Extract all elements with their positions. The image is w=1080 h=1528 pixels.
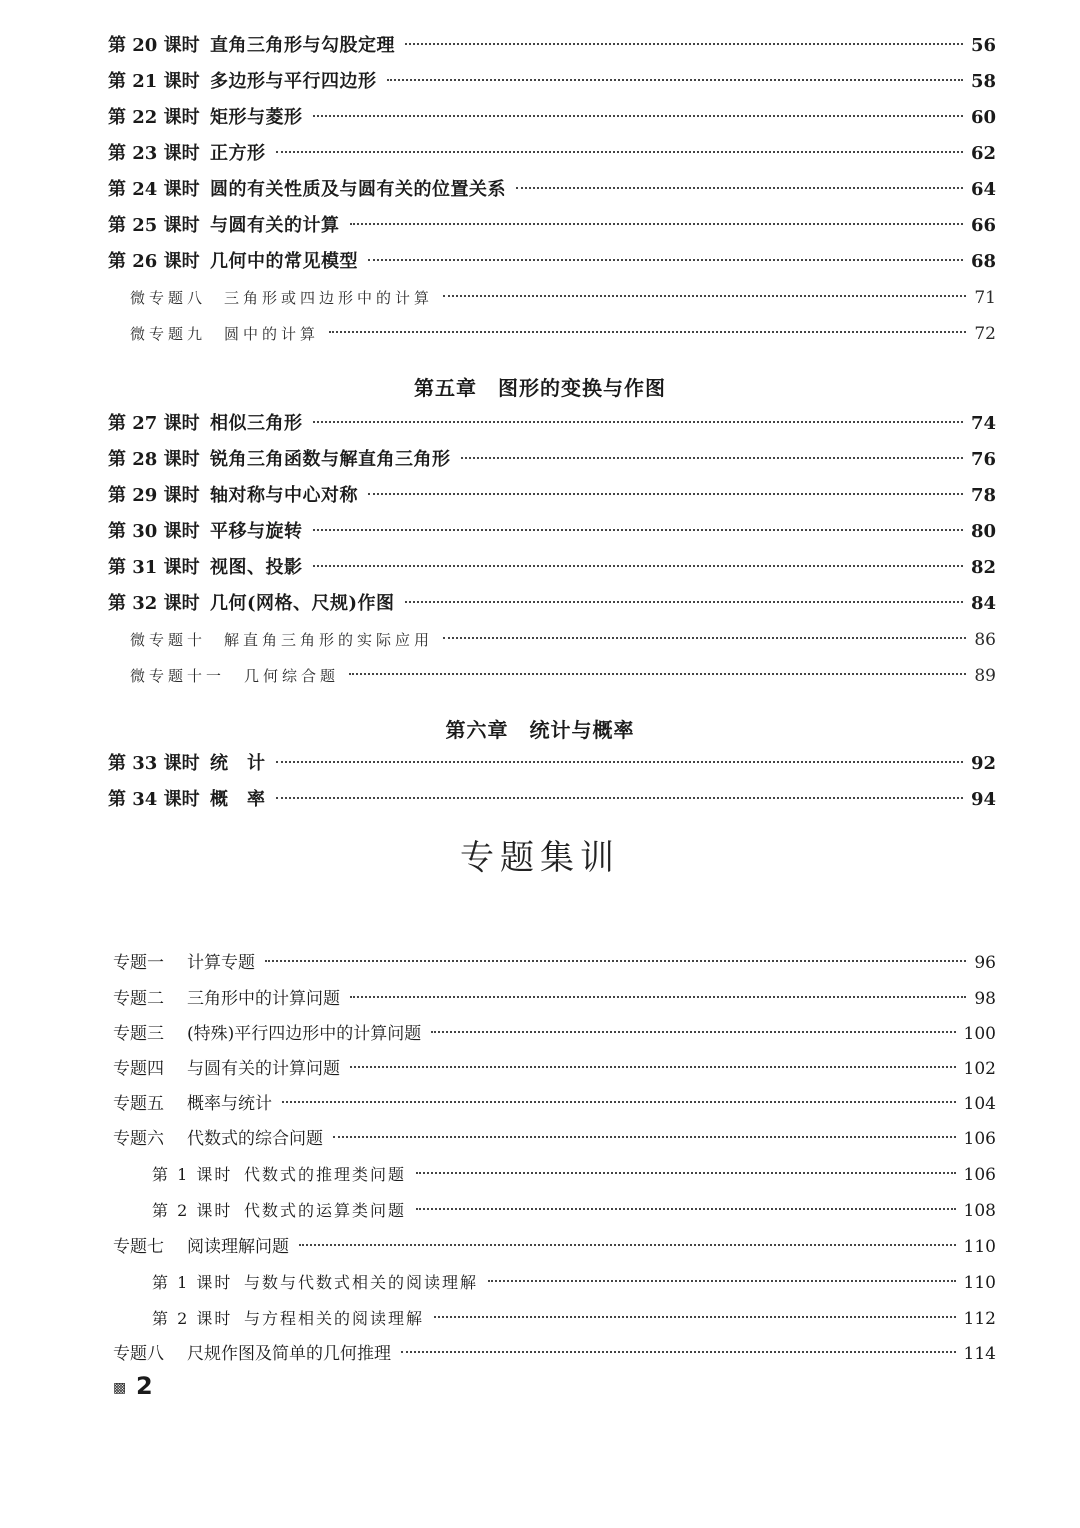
entry-number: 第 25 课时 (108, 215, 200, 236)
toc-entry-lesson-34[interactable] (108, 785, 996, 815)
dot-leader (368, 493, 963, 495)
entry-number: 第 1 课时 (152, 1165, 233, 1184)
entry-page-number: 60 (970, 107, 996, 128)
dot-leader (387, 79, 963, 81)
entry-page-number: 76 (970, 449, 996, 470)
entry-number: 第 34 课时 (108, 789, 200, 810)
entry-number: 第 23 课时 (108, 143, 200, 164)
toc-entry-micro-topic-8[interactable] (130, 283, 996, 313)
entry-number: 微专题十 (130, 631, 207, 649)
entry-page-number: 106 (963, 1129, 996, 1149)
entry-number: 专题二 (113, 989, 164, 1009)
entry-page-number: 56 (970, 35, 996, 56)
entry-page-number: 84 (970, 593, 996, 614)
dot-leader (350, 223, 963, 225)
entry-title: 多边形与平行四边形 (210, 71, 377, 92)
entry-title: 与圆有关的计算 (210, 215, 340, 236)
book-logo-icon: ▩ (113, 1380, 127, 1396)
entry-page-number: 66 (970, 215, 996, 236)
toc-entry-lesson-29[interactable] (108, 481, 996, 511)
toc-entry-lesson-26[interactable] (108, 247, 996, 277)
entry-page-number: 110 (963, 1237, 996, 1257)
entry-page-number: 86 (974, 630, 996, 650)
dot-leader (443, 295, 966, 297)
entry-page-number: 78 (970, 485, 996, 506)
entry-title: 阅读理解问题 (187, 1237, 289, 1257)
entry-title: 与方程相关的阅读理解 (244, 1309, 425, 1328)
entry-title: 正方形 (210, 143, 266, 164)
entry-page-number: 68 (970, 251, 996, 272)
entry-number: 专题四 (113, 1059, 164, 1079)
toc-entry-topic-6-lesson-1[interactable] (152, 1160, 996, 1190)
toc-entry-topic-7-lesson-1[interactable] (152, 1268, 996, 1298)
dot-leader (461, 457, 963, 459)
dot-leader (516, 187, 963, 189)
dot-leader (401, 1351, 956, 1353)
chapter-5-heading: 第五章 图形的变换与作图 (414, 376, 666, 400)
toc-entry-lesson-21[interactable] (108, 67, 996, 97)
dot-leader (350, 996, 966, 998)
dot-leader (299, 1244, 956, 1246)
entry-page-number: 114 (963, 1344, 996, 1364)
entry-title: 平移与旋转 (210, 521, 303, 542)
entry-number: 微专题九 (130, 325, 207, 343)
toc-entry-topic-3[interactable] (113, 1019, 996, 1049)
entry-title: 解直角三角形的实际应用 (224, 631, 434, 649)
entry-page-number: 71 (974, 288, 996, 308)
toc-entry-topic-7[interactable] (113, 1232, 996, 1262)
dot-leader (313, 529, 963, 531)
entry-title: 代数式的运算类问题 (244, 1201, 407, 1220)
entry-page-number: 108 (963, 1201, 996, 1221)
toc-entry-lesson-28[interactable] (108, 445, 996, 475)
entry-number: 微专题十一 (130, 667, 226, 685)
entry-number: 专题八 (113, 1344, 164, 1364)
entry-number: 第 27 课时 (108, 413, 200, 434)
entry-number: 第 1 课时 (152, 1273, 233, 1292)
entry-title: 几何(网格、尺规)作图 (210, 593, 395, 614)
dot-leader (350, 1066, 956, 1068)
entry-page-number: 110 (963, 1273, 996, 1293)
dot-leader (276, 151, 963, 153)
dot-leader (313, 421, 963, 423)
entry-title: 相似三角形 (210, 413, 303, 434)
dot-leader (282, 1101, 956, 1103)
entry-number: 第 21 课时 (108, 71, 200, 92)
entry-number: 第 2 课时 (152, 1201, 233, 1220)
dot-leader (349, 673, 966, 675)
dot-leader (416, 1172, 956, 1174)
toc-entry-lesson-31[interactable] (108, 553, 996, 583)
toc-entry-micro-topic-11[interactable] (130, 661, 996, 691)
toc-entry-lesson-23[interactable] (108, 139, 996, 169)
entry-title: 代数式的综合问题 (187, 1129, 323, 1149)
entry-title: 与数与代数式相关的阅读理解 (244, 1273, 479, 1292)
entry-page-number: 96 (974, 953, 996, 973)
toc-entry-topic-2[interactable] (113, 984, 996, 1014)
toc-entry-topic-6[interactable] (113, 1124, 996, 1154)
entry-title: 视图、投影 (210, 557, 303, 578)
entry-number: 第 32 课时 (108, 593, 200, 614)
dot-leader (276, 761, 963, 763)
dot-leader (405, 43, 963, 45)
entry-page-number: 82 (970, 557, 996, 578)
dot-leader (313, 565, 963, 567)
entry-title: 计算专题 (187, 953, 255, 973)
toc-entry-topic-1[interactable] (113, 948, 996, 978)
toc-entry-lesson-27[interactable] (108, 409, 996, 439)
entry-number: 专题七 (113, 1237, 164, 1257)
toc-entry-lesson-22[interactable] (108, 103, 996, 133)
toc-entry-lesson-33[interactable] (108, 749, 996, 779)
dot-leader (416, 1208, 956, 1210)
page-number: 2 (136, 1372, 153, 1400)
entry-page-number: 102 (963, 1059, 996, 1079)
entry-title: 圆中的计算 (224, 325, 320, 343)
entry-title: 几何综合题 (244, 667, 340, 685)
dot-leader (329, 331, 966, 333)
entry-number: 微专题八 (130, 289, 207, 307)
entry-title: (特殊)平行四边形中的计算问题 (187, 1024, 422, 1044)
toc-entry-topic-7-lesson-2[interactable] (152, 1304, 996, 1334)
entry-title: 锐角三角函数与解直角三角形 (210, 449, 451, 470)
dot-leader (265, 960, 966, 962)
entry-page-number: 72 (974, 324, 996, 344)
dot-leader (434, 1316, 956, 1318)
entry-title: 代数式的推理类问题 (244, 1165, 407, 1184)
entry-page-number: 106 (963, 1165, 996, 1185)
entry-number: 第 33 课时 (108, 753, 200, 774)
entry-title: 概率与统计 (187, 1094, 272, 1114)
entry-page-number: 98 (974, 989, 996, 1009)
entry-number: 第 24 课时 (108, 179, 200, 200)
entry-number: 专题六 (113, 1129, 164, 1149)
toc-entry-topic-8[interactable] (113, 1339, 996, 1369)
dot-leader (431, 1031, 955, 1033)
dot-leader (313, 115, 963, 117)
entry-title: 尺规作图及简单的几何推理 (187, 1344, 391, 1364)
entry-page-number: 100 (963, 1024, 996, 1044)
entry-title: 与圆有关的计算问题 (187, 1059, 340, 1079)
entry-title: 三角形或四边形中的计算 (224, 289, 434, 307)
entry-page-number: 89 (974, 666, 996, 686)
toc-entry-micro-topic-10[interactable] (130, 625, 996, 655)
entry-page-number: 58 (970, 71, 996, 92)
entry-title: 统 计 (210, 753, 266, 774)
entry-title: 直角三角形与勾股定理 (210, 35, 395, 56)
toc-entry-topic-6-lesson-2[interactable] (152, 1196, 996, 1226)
entry-page-number: 74 (970, 413, 996, 434)
entry-number: 第 26 课时 (108, 251, 200, 272)
entry-number: 专题三 (113, 1024, 164, 1044)
entry-number: 专题一 (113, 953, 164, 973)
toc-entry-lesson-20[interactable] (108, 31, 996, 61)
section-heading: 专题集训 (460, 838, 620, 878)
toc-entry-lesson-25[interactable] (108, 211, 996, 241)
entry-number: 第 29 课时 (108, 485, 200, 506)
dot-leader (488, 1280, 956, 1282)
toc-entry-lesson-24[interactable] (108, 175, 996, 205)
entry-title: 圆的有关性质及与圆有关的位置关系 (210, 179, 506, 200)
entry-title: 轴对称与中心对称 (210, 485, 358, 506)
entry-title: 概 率 (210, 789, 266, 810)
chapter-6-heading: 第六章 统计与概率 (445, 718, 635, 742)
dot-leader (405, 601, 963, 603)
toc-entry-topic-5[interactable] (113, 1089, 996, 1119)
toc-entry-lesson-32[interactable] (108, 589, 996, 619)
entry-number: 第 2 课时 (152, 1309, 233, 1328)
dot-leader (333, 1136, 956, 1138)
entry-number: 第 30 课时 (108, 521, 200, 542)
toc-entry-lesson-30[interactable] (108, 517, 996, 547)
entry-page-number: 64 (970, 179, 996, 200)
toc-entry-topic-4[interactable] (113, 1054, 996, 1084)
toc-entry-micro-topic-9[interactable] (130, 319, 996, 349)
entry-number: 专题五 (113, 1094, 164, 1114)
entry-number: 第 31 课时 (108, 557, 200, 578)
dot-leader (276, 797, 963, 799)
entry-title: 矩形与菱形 (210, 107, 303, 128)
entry-page-number: 92 (970, 753, 996, 774)
entry-page-number: 62 (970, 143, 996, 164)
entry-number: 第 28 课时 (108, 449, 200, 470)
entry-number: 第 20 课时 (108, 35, 200, 56)
entry-number: 第 22 课时 (108, 107, 200, 128)
entry-page-number: 94 (970, 789, 996, 810)
entry-page-number: 80 (970, 521, 996, 542)
entry-page-number: 112 (963, 1309, 996, 1329)
entry-title: 三角形中的计算问题 (187, 989, 340, 1009)
entry-title: 几何中的常见模型 (210, 251, 358, 272)
dot-leader (368, 259, 963, 261)
dot-leader (443, 637, 966, 639)
entry-page-number: 104 (963, 1094, 996, 1114)
